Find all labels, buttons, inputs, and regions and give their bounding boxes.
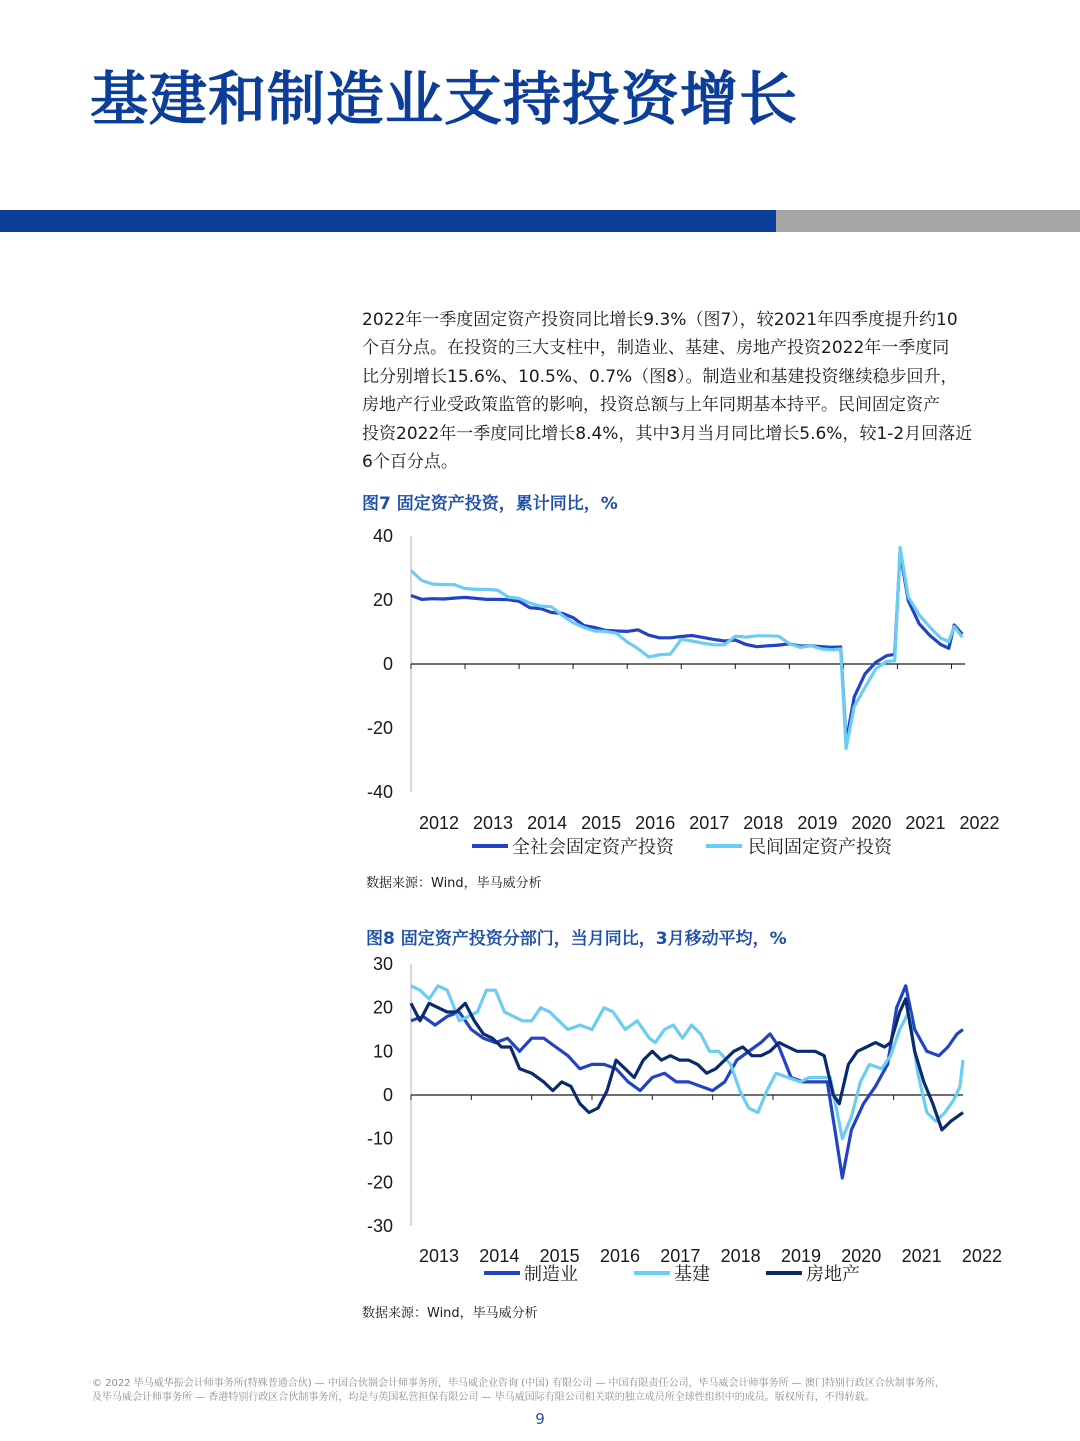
x-tick-label: 2022 <box>961 1246 1002 1266</box>
footer-disclaimer <box>92 1377 1002 1405</box>
footer-line: © 2022 毕马威华振会计师事务所(特殊普通合伙) — 中国合伙制会计师事务所，毕马威企业咨询 (中国) 有限公司 — 中国有限责任公司，毕马威会计师事务所 — 澳门特别行政区合伙制事务所， <box>92 1378 945 1389</box>
y-tick-label: -20 <box>366 1172 393 1193</box>
x-tick-label: 2021 <box>901 1246 942 1266</box>
figure8-title: 图8 固定资产投资分部门，当月同比，3月移动平均，% <box>366 929 787 949</box>
y-tick-label: -30 <box>366 1216 393 1236</box>
series-line-2 <box>411 548 962 749</box>
legend-label-2: 民间固定资产投资 <box>748 837 892 858</box>
body-line: 房地产行业受政策监管的影响，投资总额与上年同期基本持平。民间固定资产 <box>362 395 940 416</box>
series-line-1 <box>411 986 963 1178</box>
y-tick-label: 0 <box>382 1085 393 1105</box>
y-tick-label: -40 <box>366 782 393 802</box>
body-line: 6个百分点。 <box>362 452 458 473</box>
y-tick-label: 0 <box>382 654 393 674</box>
legend-label-1: 全社会固定资产投资 <box>512 837 674 858</box>
x-tick-label: 2015 <box>581 813 622 833</box>
x-tick-label: 2017 <box>689 813 730 833</box>
x-tick-label: 2014 <box>527 813 568 833</box>
x-tick-label: 2017 <box>660 1246 701 1266</box>
x-tick-label: 2013 <box>418 1246 460 1266</box>
x-tick-label: 2016 <box>599 1246 641 1266</box>
legend-label-3: 房地产 <box>806 1264 860 1285</box>
x-tick-label: 2016 <box>635 813 676 833</box>
figure7-source: 数据来源：Wind，毕马威分析 <box>366 876 542 891</box>
figure7-title: 图7 固定资产投资，累计同比，% <box>362 494 618 514</box>
x-tick-label: 2014 <box>479 1246 520 1266</box>
x-tick-label: 2020 <box>841 1246 882 1266</box>
footer-line: 及毕马威会计师事务所 — 香港特别行政区合伙制事务所，均是与英国私营担保有限公司 — 毕马威国际有限公司相关联的独立成员所全球性组织中的成员。版权所有，不得转载。 <box>92 1392 875 1403</box>
x-tick-label: 2018 <box>720 1246 761 1266</box>
x-tick-label: 2013 <box>473 813 514 833</box>
x-tick-label: 2012 <box>418 813 460 833</box>
legend-label-1: 制造业 <box>524 1264 578 1285</box>
y-tick-label: 40 <box>372 526 393 546</box>
x-tick-label: 2022 <box>959 813 1000 833</box>
y-tick-label: 10 <box>372 1041 393 1062</box>
x-tick-label: 2018 <box>743 813 784 833</box>
x-tick-label: 2020 <box>851 813 892 833</box>
series-line-1 <box>411 552 962 742</box>
page-title: 基建和制造业支持投资增长 <box>90 65 799 133</box>
x-tick-label: 2015 <box>539 1246 580 1266</box>
x-tick-label: 2021 <box>905 813 946 833</box>
series-line-2 <box>411 986 963 1139</box>
y-tick-label: 20 <box>372 590 393 610</box>
y-tick-label: -20 <box>366 718 393 738</box>
body-line: 2022年一季度固定资产投资同比增长9.3%（图7），较2021年四季度提升约10 <box>362 310 958 330</box>
body-line: 比分别增长15.6%、10.5%、0.7%（图8）。制造业和基建投资继续稳步回升， <box>362 366 958 387</box>
figure8-source: 数据来源：Wind，毕马威分析 <box>362 1306 538 1321</box>
y-tick-label: 20 <box>372 997 393 1018</box>
body-line: 投资2022年一季度同比增长8.4%，其中3月当月同比增长5.6%，较1-2月回落近 <box>362 423 973 444</box>
x-tick-label: 2019 <box>797 813 838 833</box>
series-line-3 <box>411 999 963 1130</box>
page-number: 9 <box>535 1410 545 1428</box>
y-tick-label: 30 <box>372 954 393 974</box>
x-tick-label: 2019 <box>780 1246 821 1266</box>
body-line: 个百分点。在投资的三大支柱中，制造业、基建、房地产投资2022年一季度同 <box>362 338 950 359</box>
legend-label-2: 基建 <box>674 1264 710 1285</box>
y-tick-label: -10 <box>366 1128 393 1149</box>
